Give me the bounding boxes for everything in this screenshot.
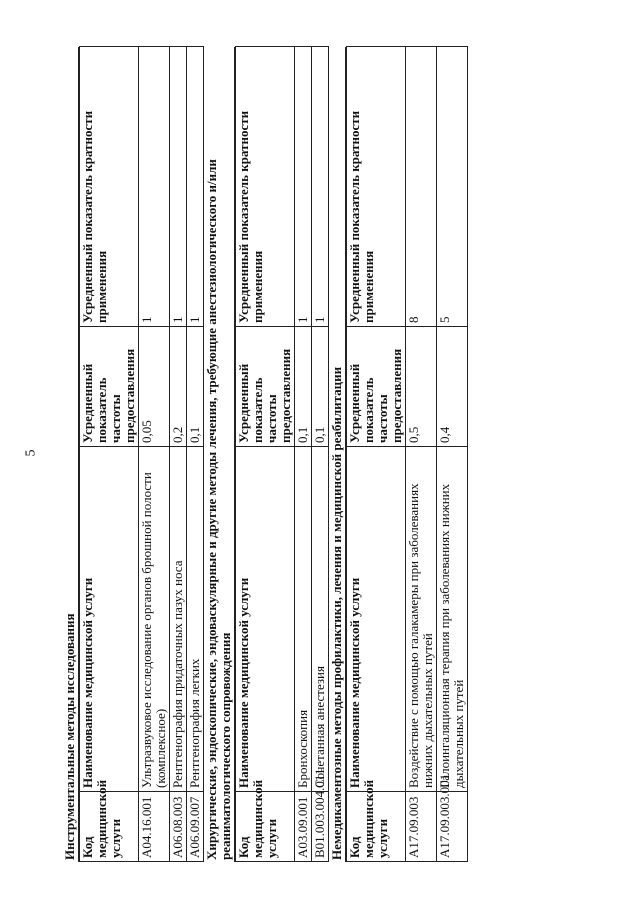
row-code: A17.09.003.001 xyxy=(437,792,468,862)
row-name: Ультразвуковое исследование органов брюшной полости (комплексное) xyxy=(139,447,170,792)
row-code: A04.16.001 xyxy=(139,792,170,862)
header-multiplicity: Усредненный показатель кратности применения xyxy=(80,47,139,327)
header-code: Код медицинской услуги xyxy=(236,792,295,862)
table-row xyxy=(187,47,204,862)
header-name: Наименование медицинской услуги xyxy=(80,447,139,792)
header-name: Наименование медицинской услуги xyxy=(347,447,406,792)
row-frequency: 0,2 xyxy=(170,327,187,447)
header-frequency: Усредненный показатель частоты предоставления xyxy=(236,327,295,447)
header-code: Код медицинской услуги xyxy=(347,792,406,862)
table-row xyxy=(170,47,187,862)
table-row xyxy=(437,47,468,862)
table-row xyxy=(139,47,170,862)
row-multiplicity: 1 xyxy=(295,47,312,327)
services-table xyxy=(346,46,468,862)
row-multiplicity: 8 xyxy=(406,47,437,327)
row-code: A17.09.003 xyxy=(406,792,437,862)
row-multiplicity: 1 xyxy=(139,47,170,327)
row-name: Рентгенография придаточных пазух носа xyxy=(170,447,187,792)
table-header-row xyxy=(80,47,139,862)
row-name: Рентгенография легких xyxy=(187,447,204,792)
row-name: Галоингаляционная терапия при заболеваниях нижних дыхательных путей xyxy=(437,447,468,792)
row-frequency: 0,05 xyxy=(139,327,170,447)
table-header-row xyxy=(236,47,295,862)
row-multiplicity: 5 xyxy=(437,47,468,327)
row-code: B01.003.004.011 xyxy=(312,792,329,862)
row-frequency: 0,1 xyxy=(187,327,204,447)
row-frequency: 0,1 xyxy=(295,327,312,447)
row-multiplicity: 1 xyxy=(187,47,204,327)
table-row xyxy=(312,47,329,862)
section-title: Хирургические, эндоскопические, эндоваскулярные и другие методы лечения, требующие анестезиологического и/или реаниматологического сопровождения xyxy=(204,47,235,862)
row-code: A06.09.007 xyxy=(187,792,204,862)
services-table xyxy=(79,46,204,862)
page-number: 5 xyxy=(23,449,39,457)
row-frequency: 0,1 xyxy=(312,327,329,447)
rotated-page-content xyxy=(62,47,582,862)
row-code: A06.08.003 xyxy=(170,792,187,862)
header-frequency: Усредненный показатель частоты предоставления xyxy=(80,327,139,447)
header-code: Код медицинской услуги xyxy=(80,792,139,862)
header-multiplicity: Усредненный показатель кратности применения xyxy=(347,47,406,327)
row-multiplicity: 1 xyxy=(312,47,329,327)
row-frequency: 0,5 xyxy=(406,327,437,447)
table-row xyxy=(295,47,312,862)
header-name: Наименование медицинской услуги xyxy=(236,447,295,792)
header-frequency: Усредненный показатель частоты предоставления xyxy=(347,327,406,447)
header-multiplicity: Усредненный показатель кратности применения xyxy=(236,47,295,327)
row-name: Воздействие с помощью галакамеры при заболеваниях нижних дыхательных путей xyxy=(406,447,437,792)
row-name: Сочетанная анестезия xyxy=(312,447,329,792)
row-multiplicity: 1 xyxy=(170,47,187,327)
row-frequency: 0,4 xyxy=(437,327,468,447)
row-name: Бронхоскопия xyxy=(295,447,312,792)
table-header-row xyxy=(347,47,406,862)
row-code: A03.09.001 xyxy=(295,792,312,862)
table-row xyxy=(406,47,437,862)
services-table xyxy=(235,46,329,862)
section-title: Немедикаментозные методы профилактики, лечения и медицинской реабилитации xyxy=(329,47,346,862)
section-title: Инструментальные методы исследования xyxy=(62,47,79,862)
